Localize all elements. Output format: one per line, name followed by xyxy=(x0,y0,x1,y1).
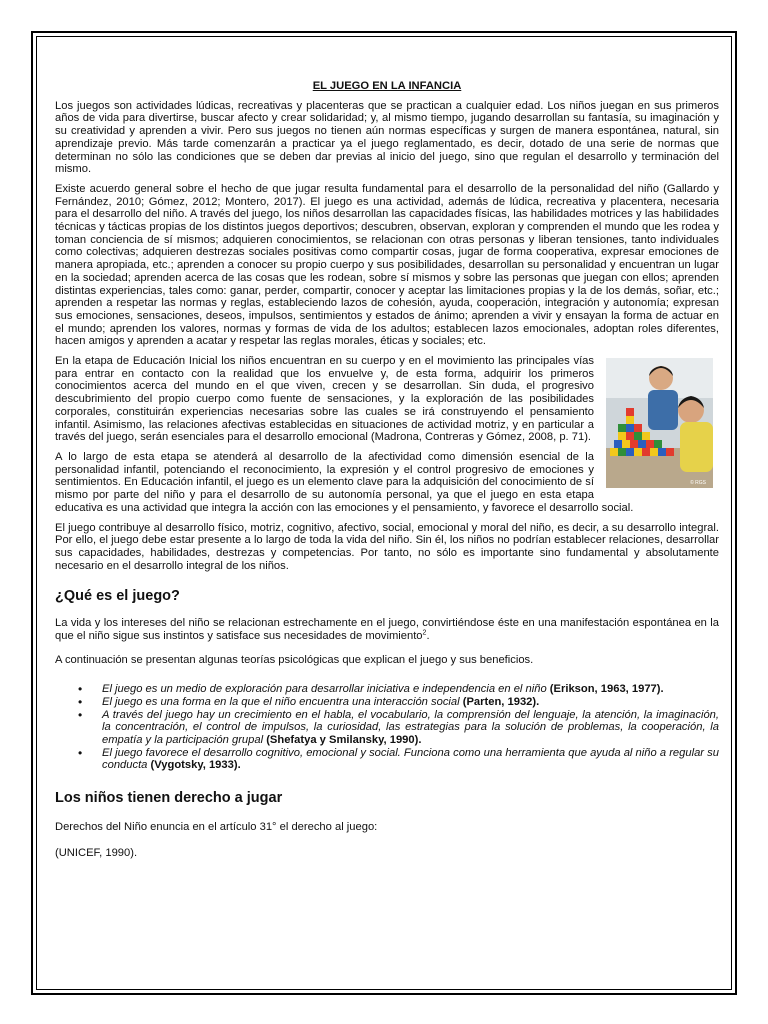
theory-text: A través del juego hay un crecimiento en el habla, el vocabulario, la comprensión del lenguaje, la atención, la imaginación, la concentración, el control de impulsos, la curiosidad, las estrategias para la solución de problemas, la cooperación, la empatía y la participación grupal xyxy=(102,708,719,746)
heading-que-es-el-juego: ¿Qué es el juego? xyxy=(55,588,180,605)
paragraph-4: A lo largo de esta etapa se atenderá al desarrollo de la afectividad como dimensión esencial de la personalidad infantil, potenciando el reconocimiento, la expresión y el control progresivo de emociones y sentimientos. En Educación infantil, el juego es un elemento clave para la adquisición del conocimiento de sí mismo por parte del niño y para el desarrollo de su autonomía personal, ya que el juego en esta etapa educativa es una actividad que integra la acción con las emociones y el pensamiento, y favorece el desarrollo social. xyxy=(55,450,634,514)
theory-text: El juego favorece el desarrollo cognitivo, emocional y social. Funciona como una herramienta que ayuda al niño a regular su conducta xyxy=(102,746,719,772)
theory-citation: (Vygotsky, 1933). xyxy=(150,759,241,772)
footnote-ref: 2 xyxy=(422,628,427,636)
theory-citation: (Shefatya y Smilansky, 1990). xyxy=(266,733,422,746)
paragraph-8: Derechos del Niño enuncia en el artículo 31° el derecho al juego: xyxy=(55,820,378,833)
paragraph-3: En la etapa de Educación Inicial los niños encuentran en su cuerpo y en el movimiento las principales vías para entrar en contacto con la realidad que los envuelve y, de esta forma, adquirir los primeros conocimientos acerca del mundo en el que viven, crecen y se desarrollan. Sin duda, el progresivo descubrimiento del propio cuerpo como fuente de sensaciones, y la exploración de las posibilidades corporales, constituirán experiencias necesarias sobre las cuales se irá construyendo el pensamiento infantil. Asimismo, las relaciones afectivas establecidas en situaciones de actividad motriz, y en particular a través del juego, serán esenciales para el desarrollo emocional (Madrona, Contreras y Gómez, 2008, p. 71). xyxy=(55,355,594,444)
children-playing-blocks-photo xyxy=(606,358,713,488)
list-item xyxy=(102,683,719,696)
document-title: EL JUEGO EN LA INFANCIA xyxy=(312,80,462,92)
theory-citation: (Parten, 1932). xyxy=(462,695,540,708)
paragraph-6-end: . xyxy=(426,629,430,642)
theory-text: El juego es un medio de exploración para desarrollar iniciativa e independencia en el niño xyxy=(102,683,547,696)
theory-citation: (Erikson, 1963, 1977). xyxy=(549,683,664,696)
heading-derecho-a-jugar: Los niños tienen derecho a jugar xyxy=(55,790,283,807)
paragraph-1: Los juegos son actividades lúdicas, recreativas y placenteras que se practican a cualquier edad. Los niños juegan en sus primeros años de vida para divertirse, buscar afecto y crear solidaridad; y, al mismo tiempo, jugando desarrollan su fantasía, su imaginación y su creatividad y aprenden a vivir. Pero sus juegos no tienen aún normas específicas y surgen de manera espontánea, natural, sin aprendizaje previo. Más tarde comenzarán a practicar ya el juego reglamentado, es decir, dotado de una serie de normas que determinan no sólo las condiciones que se deben dar previas al inicio del juego, sino que regulan el desarrollo y terminación del mismo. xyxy=(55,99,719,176)
theory-text: El juego es una forma en la que el niño encuentra una interacción social xyxy=(102,695,460,708)
paragraph-2: Existe acuerdo general sobre el hecho de que jugar resulta fundamental para el desarrollo de la personalidad del niño (Gallardo y Fernández, 2010; Gómez, 2012; Montero, 2017). El juego es una actividad, además de lúdica, recreativa y placentera, necesaria para el desarrollo del niño. A través del juego, los niños desarrollan las capacidades físicas, las habilidades motrices y las habilidades técnicas y tácticas propias de los distintos juegos deportivos; descubren, observan, exploran y comprenden el mundo que les rodea y toman conciencia de sí mismos; adquieren conocimientos, se relacionan con otras personas y liberan tensiones, tanto individuales como colectivas; adquieren destrezas sociales positivas como compartir cosas, jugar de forma cooperativa, expresar emociones de manera apropiada, etc.; aprenden a conocer su propio cuerpo y sus posibilidades, desarrollan su personalidad y encuentran un lugar en la sociedad; aprenden acerca de las cosas que les rodean, sobre sí mismos y sobre las personas que juegan con ellos; aprenden distintas experiencias, tales como: ganar, perder, compartir, conocer y aceptar las limitaciones propias y la de los demás, soñar, etc.; aprenden a respetar las normas y reglas, estableciendo lazos de cohesión, ayuda, cooperación, integración y autonomía; expresan sus emociones, sensaciones, deseos, impulsos, sentimientos y estados de ánimo; aprenden a vivir y ensayan la forma de actuar en el mundo; aprenden los valores, normas y formas de vida de los adultos; establecen lazos emocionales, adoptan roles diferentes, hacen amigos y aprenden a acatar y respetar las reglas morales, éticas y sociales; etc. xyxy=(55,182,719,348)
paragraph-6 xyxy=(55,617,719,642)
paragraph-9: (UNICEF, 1990). xyxy=(55,847,138,860)
document-body xyxy=(55,80,719,867)
list-item xyxy=(102,747,719,772)
theories-list xyxy=(55,683,719,772)
photo-watermark: © RGS xyxy=(690,480,706,487)
paragraph-6-text: La vida y los intereses del niño se relacionan estrechamente en el juego, convirtiéndose éste en una manifestación espontánea en la que el niño sigue sus instintos y satisface sus necesidades de movimiento xyxy=(55,617,719,642)
list-item xyxy=(102,709,719,747)
paragraph-5: El juego contribuye al desarrollo físico, motriz, cognitivo, afectivo, social, emocional y moral del niño, es decir, a su desarrollo integral. Por ello, el juego debe estar presente a lo largo de toda la vida del niño. Sin él, los niños no podrían establecer relaciones, desarrollar sus capacidades, habilidades, destrezas y competencias. Por tanto, no sólo es importante sino fundamental y absolutamente necesario en el desarrollo integral de los niños. xyxy=(55,521,719,572)
paragraph-7: A continuación se presentan algunas teorías psicológicas que explican el juego y sus beneficios. xyxy=(55,654,534,667)
list-item xyxy=(102,696,719,709)
